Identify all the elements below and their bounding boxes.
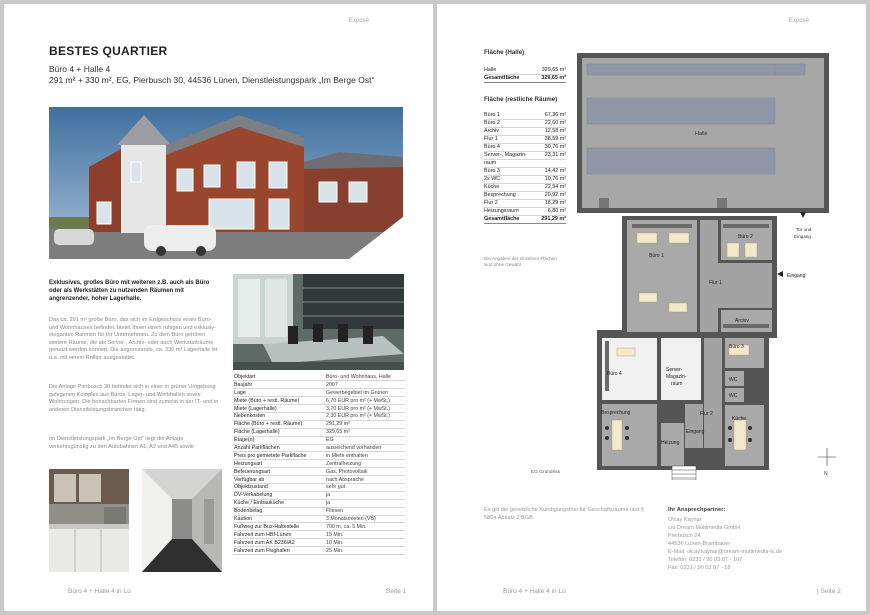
room-area-label: Server-, Magazin- [484, 151, 536, 159]
object-detail-row [233, 531, 405, 539]
object-detail-value: 25 Min. [325, 547, 405, 555]
room-area-row [484, 167, 566, 175]
object-detail-label: Heizungsart [233, 460, 325, 468]
room-area-label: 2x WC [484, 175, 536, 183]
room-area-label: Besprechung [484, 191, 536, 199]
footer-document-name: Büro 4 + Halle 4 in Lü [68, 588, 131, 595]
object-detail-row [233, 499, 405, 507]
object-detail-value: Zentralheizung [325, 460, 405, 468]
object-detail-row [233, 405, 405, 413]
plan-label-eingang: Eingang [787, 273, 806, 279]
object-detail-row [233, 547, 405, 555]
footer-page-number: | Seite 2 [817, 588, 841, 595]
room-area-value: 14,42 m² [536, 167, 566, 175]
object-detail-label: Miete (Lagerhalle) [233, 405, 325, 413]
object-detail-row [233, 389, 405, 397]
object-detail-value: 15 Min. [325, 531, 405, 539]
object-detail-row [233, 373, 405, 381]
hall-area-row [484, 66, 566, 74]
object-detail-value: ja [325, 499, 405, 507]
object-detail-value: Gas, Photovoltaik [325, 468, 405, 476]
room-area-value: 20,92 m² [536, 191, 566, 199]
object-detail-row [233, 436, 405, 444]
room-area-value: 6,80 m² [536, 207, 566, 215]
object-detail-label: Befeuerungsart [233, 468, 325, 476]
page-header: Exposé [789, 18, 810, 24]
object-detail-label: Fahrzeit zum AK B236/A2 [233, 539, 325, 547]
room-area-value: 291,29 m² [536, 215, 566, 223]
plan-label-eingang-2: Eingang [686, 429, 705, 435]
object-detail-row [233, 523, 405, 531]
object-detail-label: Verfügbar ab [233, 476, 325, 484]
contact-heading: Ihr Ansprechpartner: [668, 507, 726, 513]
contact-email[interactable]: E-Mail: olcay.kaynar@dream-multimedia-tv.de [668, 549, 782, 555]
room-area-value [536, 159, 566, 167]
plan-label-buero4: Büro 4 [607, 371, 622, 377]
object-detail-row [233, 539, 405, 547]
plan-label-heizung: Heizung [661, 440, 680, 446]
kitchen-photo [49, 469, 129, 572]
plan-label-flur2: Flur 2 [700, 411, 713, 417]
contact-fax: Fax: 0231 / 90 03 87 - 18 [668, 565, 731, 571]
object-detail-row [233, 515, 405, 523]
object-detail-value: 2,30 EUR pro m² (+ MwSt.) [325, 412, 405, 420]
hall-area-heading: Fläche (Halle) [484, 49, 525, 56]
page-title: BESTES QUARTIER [49, 44, 168, 58]
object-detail-value: in Miete enthalten [325, 452, 405, 460]
plan-label-halle: Halle [695, 131, 708, 137]
room-area-value: 30,76 m² [536, 143, 566, 151]
hall-area-table [484, 66, 566, 83]
room-area-row [484, 183, 566, 191]
hall-area-label: Gesamtfläche [484, 74, 532, 82]
object-detail-label: Preis pro gemietete Parkfläche [233, 452, 325, 460]
room-area-row [484, 159, 566, 167]
object-detail-value: 329,65 m² [325, 428, 405, 436]
object-detail-row [233, 397, 405, 405]
object-detail-label: Fahrzeit zum HBf-Lünen [233, 531, 325, 539]
object-detail-row [233, 460, 405, 468]
object-detail-label: Objektart [233, 373, 325, 381]
plan-label-server-1: Server- [666, 367, 683, 373]
room-area-label: Küche [484, 183, 536, 191]
object-detail-row [233, 491, 405, 499]
room-area-row [484, 151, 566, 159]
object-detail-label: Baujahr [233, 381, 325, 389]
building-photo [49, 107, 403, 259]
subtitle-address: 291 m² + 330 m², EG, Pierbusch 30, 44536 Lünen, Dienstleistungspark „Im Berge Ost“ [49, 75, 375, 85]
object-detail-row [233, 381, 405, 389]
room-area-row [484, 215, 566, 223]
object-detail-value: ausreichend vorhanden [325, 444, 405, 452]
room-area-label: Büro 1 [484, 111, 536, 119]
north-arrow-icon [818, 448, 836, 477]
floor-plan [577, 48, 847, 480]
hall-area-label: Halle [484, 66, 532, 74]
room-area-label: Heizungsraum [484, 207, 536, 215]
contact-phone: Telefon: 0231 / 90 03 87 - 107 [668, 557, 743, 563]
object-detail-label: Miete (Büro + restl. Räume) [233, 397, 325, 405]
legal-notice: Es gilt die gesetzliche Kündigungsfrist für Geschäftsräume laut § 580a Absatz 2 BGB. [484, 507, 644, 521]
object-detail-value: sehr gut [325, 483, 405, 491]
room-area-row [484, 119, 566, 127]
object-detail-row [233, 468, 405, 476]
object-detail-label: Fläche (Büro + restl. Räume) [233, 420, 325, 428]
left-page [4, 4, 433, 611]
area-disclaimer: Die Angaben der einzelnen Flächen sind ohne Gewähr [484, 256, 557, 267]
room-area-label: Gesamtfläche [484, 215, 536, 223]
object-detail-label: Fläche (Lagerhalle) [233, 428, 325, 436]
footer-page-number: Seite 1 [386, 588, 407, 595]
plan-label-server-2: Magazin- [666, 374, 687, 380]
hall-area-row [484, 74, 566, 82]
room-area-label: Flur 2 [484, 199, 536, 207]
object-detail-label: Anzahl Parkflächen [233, 444, 325, 452]
object-detail-label: Kaution [233, 515, 325, 523]
room-area-value: 22,60 m² [536, 119, 566, 127]
room-area-value: 38,59 m² [536, 135, 566, 143]
object-detail-value: 700 m, ca. 5 Min. [325, 523, 405, 531]
page-header: Exposé [349, 18, 370, 24]
object-detail-value: 291,29 m² [325, 420, 405, 428]
plan-label-flur1: Flur 1 [709, 280, 722, 286]
room-area-label: Büro 3 [484, 167, 536, 175]
plan-label-server-3: raum [671, 381, 683, 387]
room-area-label: raum [484, 159, 536, 167]
plan-label-kueche: Küche [732, 416, 747, 422]
object-detail-row [233, 452, 405, 460]
object-detail-label: DV-Verkabelung [233, 491, 325, 499]
plan-label-archiv: Archiv [735, 318, 749, 324]
object-detail-value: Fliesen [325, 507, 405, 515]
plan-label-buero1: Büro 1 [649, 253, 664, 259]
hallway-photo [142, 469, 222, 572]
right-page [437, 4, 866, 611]
plan-label-wc-2: WC [729, 393, 738, 399]
object-detail-label: Objektzustand [233, 483, 325, 491]
plan-label-buero2: Büro 2 [738, 234, 753, 240]
object-detail-value: Gewerbegebiet im Grünen [325, 389, 405, 397]
conference-room-photo [233, 274, 404, 370]
description-paragraph-1: Das ca. 291 m² große Büro, das sich im Erdgeschoss eines Büro- und Wohnhauses befindet, bietet Ihnen einen ruhigen und exklusiv-eleganten Rahmen für Ihr Unternehmen. Zu dem Büro gehören weitere Räume, die als Server-, Archiv- oder auch Werkstatträume genutzt werden können. Die angrenzende, ca. 330 m² Lagerhalle ist u.a. mit einem Rolltor ausgestattet. [49, 317, 218, 361]
object-detail-value: 2007 [325, 381, 405, 389]
hall-area-value: 329,65 m² [532, 66, 566, 74]
room-area-row [484, 127, 566, 135]
object-detail-label: Etage(n) [233, 436, 325, 444]
description-paragraph-3: Im Dienstleistungspark „Im Berge Ost“ liegt die Anlage verkehrsgünstig zu den Autobahnen A1, A2 und A45 sowie [49, 436, 194, 450]
plan-label-buero3: Büro 3 [729, 344, 744, 350]
room-area-row [484, 111, 566, 119]
room-area-value: 22,94 m² [536, 183, 566, 191]
rooms-area-heading: Fläche (restliche Räume) [484, 96, 558, 103]
object-detail-value: EG [325, 436, 405, 444]
room-area-value: 10,76 m² [536, 175, 566, 183]
room-area-row [484, 135, 566, 143]
plan-label-wc-1: WC [729, 377, 738, 383]
room-area-label: Büro 4 [484, 143, 536, 151]
object-detail-row [233, 476, 405, 484]
plan-label-besprechung: Besprechung [601, 410, 631, 416]
object-detail-row [233, 412, 405, 420]
subtitle-object: Büro 4 + Halle 4 [49, 64, 111, 74]
room-area-row [484, 207, 566, 215]
description-paragraph-2: Die Anlage Pierbusch 30 befindet sich in einer in grüner Umgebung gelegenen Komplex aus Büros, Lager- und Werkhallen sowie Wohnungen. Die benachbarten Firmen sind zumeist in der IT- und in anderen Dienstleistungsbranchen tätig. [49, 384, 219, 413]
object-detail-value: 10 Min. [325, 539, 405, 547]
plan-label-north: N [824, 471, 828, 477]
room-area-label: Büro 2 [484, 119, 536, 127]
object-detail-label: Fahrzeit zum Flughafen [233, 547, 325, 555]
room-area-label: Archiv [484, 127, 536, 135]
object-detail-label: Bodenbelag [233, 507, 325, 515]
plan-label-tor: Tor und [796, 227, 812, 232]
object-detail-value: 3,70 EUR pro m² (+ MwSt.) [325, 405, 405, 413]
room-area-row [484, 175, 566, 183]
footer-document-name: Büro 4 + Halle 4 in Lü [503, 588, 566, 595]
object-detail-row [233, 483, 405, 491]
room-area-value: 23,31 m² [536, 151, 566, 159]
plan-label-tor-eingang: Eingang [794, 234, 811, 239]
object-detail-row [233, 507, 405, 515]
contact-street: Pierbusch 24 [668, 533, 701, 539]
room-area-label: Flur 1 [484, 135, 536, 143]
object-detail-row [233, 420, 405, 428]
object-details-table [233, 373, 405, 555]
room-area-row [484, 199, 566, 207]
room-area-value: 12,58 m² [536, 127, 566, 135]
contact-city: 44536 Lünen-Brambauer [668, 541, 731, 547]
object-detail-label: Lage [233, 389, 325, 397]
room-area-value: 67,36 m² [536, 111, 566, 119]
object-detail-value: ja [325, 491, 405, 499]
room-area-row [484, 191, 566, 199]
object-detail-value: 3 Monatsmieten (VB) [325, 515, 405, 523]
rooms-area-table [484, 111, 566, 224]
floor-plan-caption: EG Grundriss [531, 470, 561, 475]
object-detail-row [233, 428, 405, 436]
intro-lead: Exklusives, großes Büro mit weiteren z.B. auch als Büro oder als Werkstätten zu nutzenden Räumen mit angrenzender, hoher Lagerhalle. [49, 280, 210, 302]
contact-company: c/o Dream Multimedia GmbH [668, 525, 741, 531]
object-detail-row [233, 444, 405, 452]
object-detail-value: nach Absprache [325, 476, 405, 484]
object-detail-label: Nebenkosten [233, 412, 325, 420]
hall-area-value: 329,65 m² [532, 74, 566, 82]
object-detail-value: 6,70 EUR pro m² (+ MwSt.) [325, 397, 405, 405]
contact-name: Olcay Kaynar [668, 517, 702, 523]
object-detail-label: Fußweg zur Bus-Haltestelle [233, 523, 325, 531]
room-area-value: 18,29 m² [536, 199, 566, 207]
object-detail-value: Büro- und Wohnhaus, Halle [325, 373, 405, 381]
object-detail-label: Küche / Einbauküche [233, 499, 325, 507]
room-area-row [484, 143, 566, 151]
